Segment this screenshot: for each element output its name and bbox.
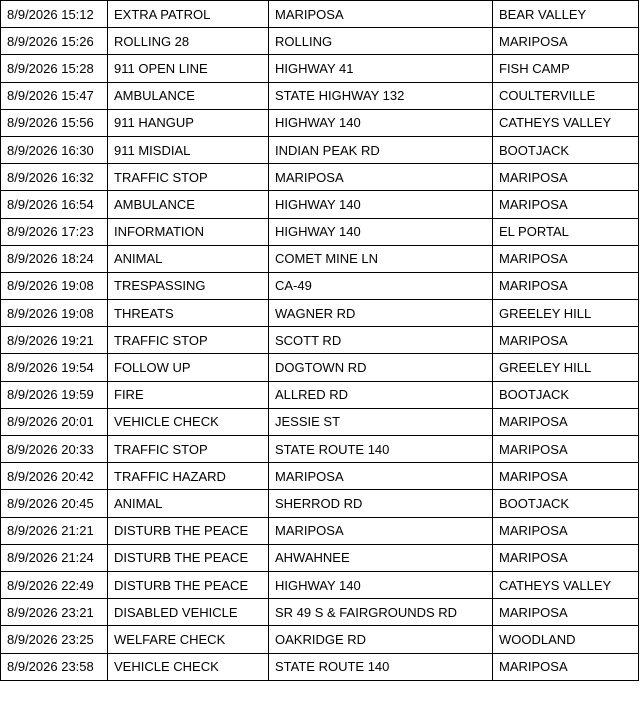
location-cell: HIGHWAY 140: [269, 109, 493, 136]
location-cell: AHWAHNEE: [269, 544, 493, 571]
location-cell: STATE ROUTE 140: [269, 653, 493, 680]
call-type-cell: ANIMAL: [108, 245, 269, 272]
area-cell: MARIPOSA: [493, 272, 639, 299]
datetime-cell: 8/9/2026 18:24: [1, 245, 108, 272]
area-cell: MARIPOSA: [493, 463, 639, 490]
datetime-cell: 8/9/2026 15:47: [1, 82, 108, 109]
location-cell: HIGHWAY 41: [269, 55, 493, 82]
datetime-cell: 8/9/2026 15:12: [1, 1, 108, 28]
area-cell: MARIPOSA: [493, 245, 639, 272]
location-cell: INDIAN PEAK RD: [269, 136, 493, 163]
incident-log-body: [1, 1, 639, 681]
call-type-cell: DISTURB THE PEACE: [108, 517, 269, 544]
datetime-cell: 8/9/2026 19:08: [1, 272, 108, 299]
table-row: [1, 1, 639, 28]
area-cell: MARIPOSA: [493, 653, 639, 680]
location-cell: MARIPOSA: [269, 1, 493, 28]
area-cell: BEAR VALLEY: [493, 1, 639, 28]
call-type-cell: THREATS: [108, 300, 269, 327]
table-row: [1, 653, 639, 680]
table-row: [1, 82, 639, 109]
location-cell: DOGTOWN RD: [269, 354, 493, 381]
location-cell: MARIPOSA: [269, 463, 493, 490]
datetime-cell: 8/9/2026 20:33: [1, 436, 108, 463]
call-type-cell: DISTURB THE PEACE: [108, 571, 269, 598]
call-type-cell: AMBULANCE: [108, 82, 269, 109]
location-cell: HIGHWAY 140: [269, 191, 493, 218]
table-row: [1, 381, 639, 408]
area-cell: FISH CAMP: [493, 55, 639, 82]
table-row: [1, 408, 639, 435]
call-type-cell: AMBULANCE: [108, 191, 269, 218]
area-cell: WOODLAND: [493, 626, 639, 653]
datetime-cell: 8/9/2026 21:21: [1, 517, 108, 544]
area-cell: MARIPOSA: [493, 28, 639, 55]
area-cell: MARIPOSA: [493, 517, 639, 544]
table-row: [1, 327, 639, 354]
area-cell: MARIPOSA: [493, 544, 639, 571]
datetime-cell: 8/9/2026 23:58: [1, 653, 108, 680]
datetime-cell: 8/9/2026 21:24: [1, 544, 108, 571]
area-cell: MARIPOSA: [493, 408, 639, 435]
datetime-cell: 8/9/2026 17:23: [1, 218, 108, 245]
location-cell: STATE HIGHWAY 132: [269, 82, 493, 109]
area-cell: BOOTJACK: [493, 381, 639, 408]
call-type-cell: VEHICLE CHECK: [108, 408, 269, 435]
area-cell: MARIPOSA: [493, 164, 639, 191]
area-cell: BOOTJACK: [493, 490, 639, 517]
call-type-cell: TRAFFIC HAZARD: [108, 463, 269, 490]
location-cell: ROLLING: [269, 28, 493, 55]
datetime-cell: 8/9/2026 19:08: [1, 300, 108, 327]
location-cell: HIGHWAY 140: [269, 218, 493, 245]
table-row: [1, 436, 639, 463]
call-type-cell: 911 OPEN LINE: [108, 55, 269, 82]
table-row: [1, 164, 639, 191]
table-row: [1, 544, 639, 571]
call-type-cell: EXTRA PATROL: [108, 1, 269, 28]
location-cell: COMET MINE LN: [269, 245, 493, 272]
location-cell: MARIPOSA: [269, 517, 493, 544]
location-cell: SCOTT RD: [269, 327, 493, 354]
datetime-cell: 8/9/2026 23:25: [1, 626, 108, 653]
datetime-cell: 8/9/2026 19:59: [1, 381, 108, 408]
area-cell: GREELEY HILL: [493, 354, 639, 381]
location-cell: MARIPOSA: [269, 164, 493, 191]
datetime-cell: 8/9/2026 19:21: [1, 327, 108, 354]
table-row: [1, 55, 639, 82]
area-cell: EL PORTAL: [493, 218, 639, 245]
table-row: [1, 218, 639, 245]
table-row: [1, 28, 639, 55]
datetime-cell: 8/9/2026 23:21: [1, 599, 108, 626]
datetime-cell: 8/9/2026 20:42: [1, 463, 108, 490]
call-type-cell: TRAFFIC STOP: [108, 436, 269, 463]
call-type-cell: INFORMATION: [108, 218, 269, 245]
datetime-cell: 8/9/2026 15:28: [1, 55, 108, 82]
table-row: [1, 599, 639, 626]
area-cell: BOOTJACK: [493, 136, 639, 163]
datetime-cell: 8/9/2026 15:26: [1, 28, 108, 55]
datetime-cell: 8/9/2026 20:01: [1, 408, 108, 435]
datetime-cell: 8/9/2026 20:45: [1, 490, 108, 517]
table-row: [1, 191, 639, 218]
datetime-cell: 8/9/2026 15:56: [1, 109, 108, 136]
location-cell: SHERROD RD: [269, 490, 493, 517]
call-type-cell: ROLLING 28: [108, 28, 269, 55]
area-cell: MARIPOSA: [493, 191, 639, 218]
location-cell: HIGHWAY 140: [269, 571, 493, 598]
table-row: [1, 354, 639, 381]
location-cell: WAGNER RD: [269, 300, 493, 327]
table-row: [1, 463, 639, 490]
location-cell: SR 49 S & FAIRGROUNDS RD: [269, 599, 493, 626]
datetime-cell: 8/9/2026 19:54: [1, 354, 108, 381]
area-cell: GREELEY HILL: [493, 300, 639, 327]
location-cell: ALLRED RD: [269, 381, 493, 408]
table-row: [1, 245, 639, 272]
call-type-cell: DISABLED VEHICLE: [108, 599, 269, 626]
call-type-cell: ANIMAL: [108, 490, 269, 517]
call-type-cell: 911 HANGUP: [108, 109, 269, 136]
datetime-cell: 8/9/2026 16:54: [1, 191, 108, 218]
table-row: [1, 490, 639, 517]
table-row: [1, 571, 639, 598]
area-cell: CATHEYS VALLEY: [493, 571, 639, 598]
area-cell: MARIPOSA: [493, 436, 639, 463]
location-cell: CA-49: [269, 272, 493, 299]
datetime-cell: 8/9/2026 22:49: [1, 571, 108, 598]
location-cell: OAKRIDGE RD: [269, 626, 493, 653]
call-type-cell: FOLLOW UP: [108, 354, 269, 381]
call-type-cell: FIRE: [108, 381, 269, 408]
area-cell: CATHEYS VALLEY: [493, 109, 639, 136]
table-row: [1, 626, 639, 653]
call-type-cell: 911 MISDIAL: [108, 136, 269, 163]
table-row: [1, 136, 639, 163]
location-cell: JESSIE ST: [269, 408, 493, 435]
table-row: [1, 272, 639, 299]
call-type-cell: TRESPASSING: [108, 272, 269, 299]
area-cell: MARIPOSA: [493, 327, 639, 354]
call-type-cell: WELFARE CHECK: [108, 626, 269, 653]
datetime-cell: 8/9/2026 16:32: [1, 164, 108, 191]
call-type-cell: TRAFFIC STOP: [108, 327, 269, 354]
table-row: [1, 300, 639, 327]
call-type-cell: VEHICLE CHECK: [108, 653, 269, 680]
call-type-cell: TRAFFIC STOP: [108, 164, 269, 191]
area-cell: MARIPOSA: [493, 599, 639, 626]
table-row: [1, 517, 639, 544]
datetime-cell: 8/9/2026 16:30: [1, 136, 108, 163]
location-cell: STATE ROUTE 140: [269, 436, 493, 463]
area-cell: COULTERVILLE: [493, 82, 639, 109]
table-row: [1, 109, 639, 136]
call-type-cell: DISTURB THE PEACE: [108, 544, 269, 571]
